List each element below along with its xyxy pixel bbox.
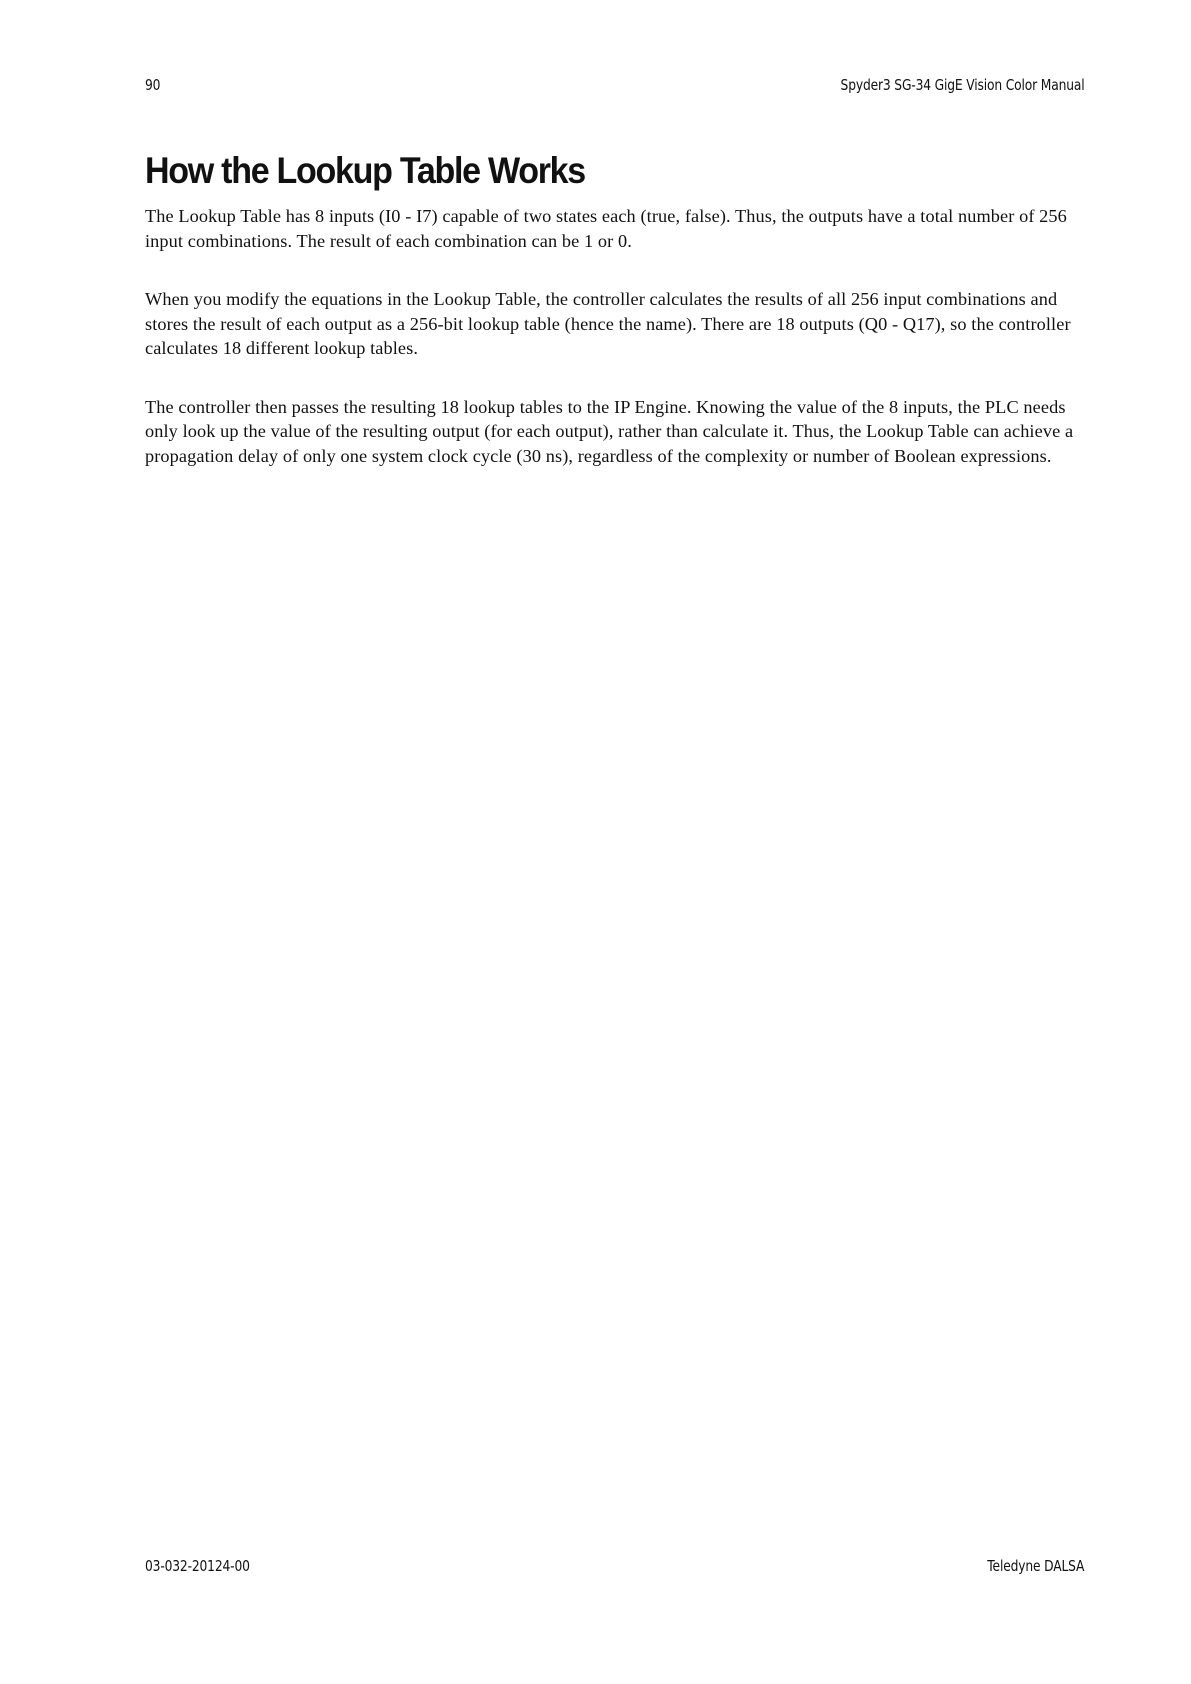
- page-number: 90: [145, 76, 161, 94]
- company-name: Teledyne DALSA: [986, 1557, 1084, 1575]
- document-number: 03-032-20124-00: [145, 1557, 250, 1575]
- manual-title: Spyder3 SG-34 GigE Vision Color Manual: [840, 76, 1084, 94]
- paragraph-1: The Lookup Table has 8 inputs (I0 - I7) capable of two states each (true, false). Thus, the outputs have a total number of 256 input combinations. The result of each combination can be 1 or 0.: [145, 206, 1067, 251]
- paragraph-3: The controller then passes the resulting 18 lookup tables to the IP Engine. Knowing the value of the 8 inputs, the PLC needs only look up the value of the resulting output (for each output), rather than calculate it. Thus, the Lookup Table can achieve a propagation delay of only one system clock cycle (30 ns), regardless of the complexity or number of Boolean expressions.: [145, 396, 1074, 466]
- paragraph-2: When you modify the equations in the Lookup Table, the controller calculates the results of all 256 input combinations and stores the result of each output as a 256-bit lookup table (hence the name). There are 18 outputs (Q0 - Q17), so the controller calculates 18 different lookup tables.: [145, 289, 1071, 358]
- section-body: [145, 204, 1075, 502]
- section-heading: How the Lookup Table Works: [145, 150, 585, 191]
